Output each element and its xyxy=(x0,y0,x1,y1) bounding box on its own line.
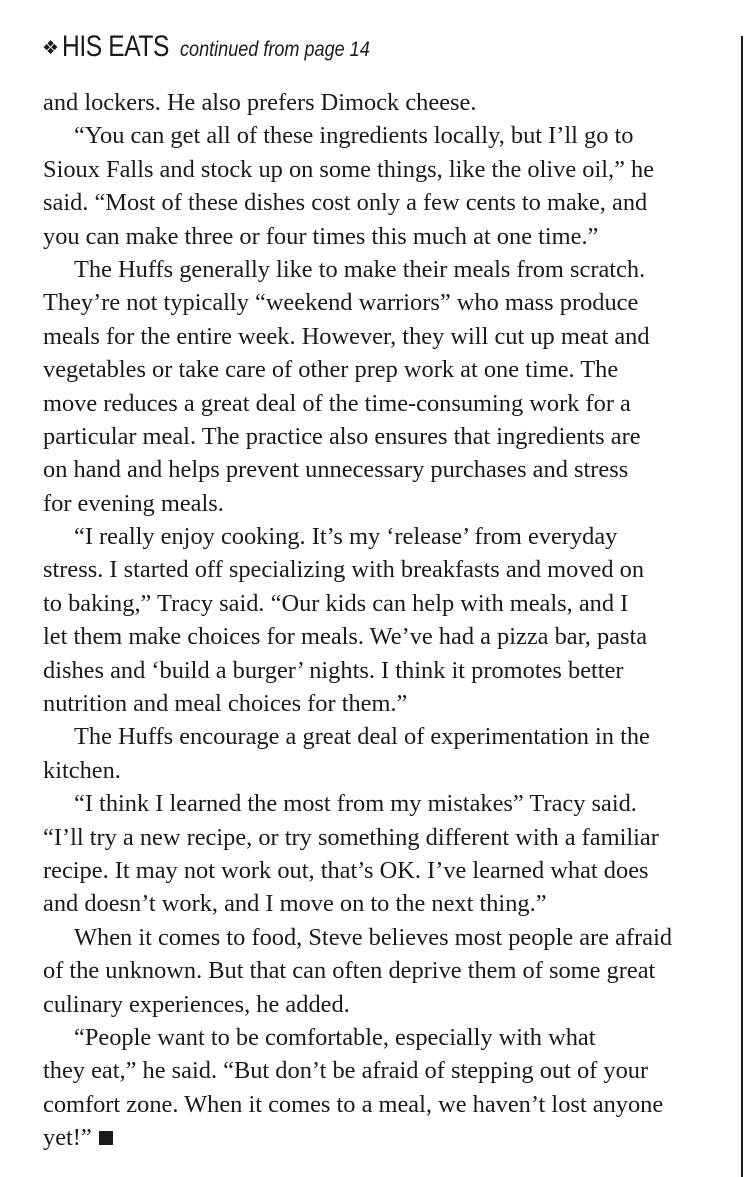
section-title: HIS EATS xyxy=(62,30,170,63)
text-line: particular meal. The practice also ensures that ingredients are xyxy=(43,422,641,450)
text-line-content: yet!” xyxy=(43,1124,92,1152)
text-line: and lockers. He also prefers Dimock cheese. xyxy=(43,89,477,116)
text-line: When it comes to food, Steve believes most people are afraid xyxy=(74,923,673,951)
text-line: stress. I started off specializing with breakfasts and moved on xyxy=(43,556,645,584)
diamond-ornament-icon: ❖ xyxy=(42,37,60,59)
text-line: dishes and ‘build a burger’ nights. I think it promotes better xyxy=(43,656,624,684)
section-header xyxy=(42,30,401,74)
text-line: kitchen. xyxy=(43,756,121,784)
end-of-story-square-icon xyxy=(99,1131,113,1145)
column-rule xyxy=(741,36,743,1177)
last-text-line xyxy=(43,1121,728,1154)
text-line: comfort zone. When it comes to a meal, we haven’t lost anyone xyxy=(43,1090,664,1118)
text-line: They’re not typically “weekend warriors” who mass produce xyxy=(43,289,639,317)
text-line: meals for the entire week. However, they will cut up meat and xyxy=(43,322,650,350)
text-line: recipe. It may not work out, that’s OK. I’ve learned what does xyxy=(43,856,649,884)
text-line: move reduces a great deal of the time-consuming work for a xyxy=(43,389,631,417)
text-line: The Huffs generally like to make their meals from scratch. xyxy=(74,255,646,283)
text-line: to baking,” Tracy said. “Our kids can help with meals, and I xyxy=(43,589,629,617)
text-line: “I really enjoy cooking. It’s my ‘release’ from everyday xyxy=(74,523,618,551)
text-line: “People want to be comfortable, especially with what xyxy=(74,1023,596,1051)
text-line: vegetables or take care of other prep work at one time. The xyxy=(43,356,619,384)
text-line: “I’ll try a new recipe, or try something different with a familiar xyxy=(43,823,659,851)
text-line: Sioux Falls and stock up on some things, like the olive oil,” he xyxy=(43,155,655,183)
text-line: culinary experiences, he added. xyxy=(43,990,350,1018)
text-line: of the unknown. But that can often deprive them of some great xyxy=(43,957,656,985)
text-line: nutrition and meal choices for them.” xyxy=(43,690,408,718)
text-line: “I think I learned the most from my mistakes” Tracy said. xyxy=(74,790,637,818)
text-line: The Huffs encourage a great deal of experimentation in the xyxy=(74,723,650,751)
continued-from-note: continued from page 14 xyxy=(180,38,370,61)
article-body xyxy=(43,86,728,1155)
text-line: said. “Most of these dishes cost only a few cents to make, and xyxy=(43,189,648,217)
text-line: let them make choices for meals. We’ve had a pizza bar, pasta xyxy=(43,623,648,651)
text-line: you can make three or four times this much at one time.” xyxy=(43,222,599,250)
text-line: on hand and helps prevent unnecessary purchases and stress xyxy=(43,456,629,484)
text-line: for evening meals. xyxy=(43,489,224,517)
text-line: and doesn’t work, and I move on to the next thing.” xyxy=(43,890,547,918)
text-line: they eat,” he said. “But don’t be afraid of stepping out of your xyxy=(43,1057,649,1085)
text-line: “You can get all of these ingredients locally, but I’ll go to xyxy=(74,122,634,150)
